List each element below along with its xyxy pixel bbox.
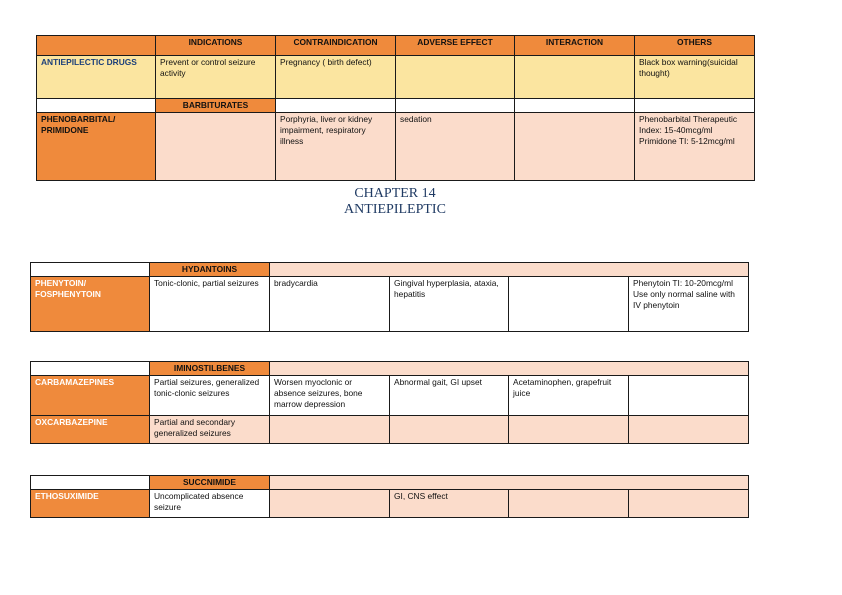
antiepileptic-indications-cell: Prevent or control seizure activity [156, 56, 276, 99]
carbamazepine-interaction-cell: Acetaminophen, grapefruit juice [509, 376, 629, 416]
phenytoin-indications-cell: Tonic-clonic, partial seizures [150, 277, 270, 332]
ethosuximide-interaction-cell [509, 490, 629, 518]
antiepileptic-others-cell: Black box warning(suicidal thought) [635, 56, 755, 99]
oxcarbazepine-interaction-cell [509, 416, 629, 444]
header-others: OTHERS [635, 36, 755, 56]
antiepileptic-drugs-row [37, 56, 755, 99]
phenobarbital-contraindication-cell: Porphyria, liver or kidney impairment, respiratory illness [276, 113, 396, 181]
iminostilbenes-section-row [31, 362, 749, 376]
section-fill-cell [270, 476, 749, 490]
oxcarbazepine-adverse-cell [390, 416, 509, 444]
iminostilbenes-section-label: IMINOSTILBENES [150, 362, 270, 376]
succinimide-section-label: SUCCNIMIDE [150, 476, 270, 490]
phenytoin-label: PHENYTOIN/ FOSPHENYTOIN [31, 277, 150, 332]
section-spacer-cell [37, 99, 156, 113]
hydantoins-section-row [31, 263, 749, 277]
antiepileptic-interaction-cell [515, 56, 635, 99]
antiepileptic-overview-table [36, 35, 755, 181]
phenytoin-contraindication-cell: bradycardia [270, 277, 390, 332]
ethosuximide-indications-cell: Uncomplicated absence seizure [150, 490, 270, 518]
carbamazepine-others-cell [629, 376, 749, 416]
oxcarbazepine-indications-cell: Partial and secondary generalized seizures [150, 416, 270, 444]
chapter-number: CHAPTER 14 [354, 186, 436, 201]
ethosuximide-adverse-cell: GI, CNS effect [390, 490, 509, 518]
carbamazepine-adverse-cell: Abnormal gait, GI upset [390, 376, 509, 416]
chapter-name: ANTIEPILEPTIC [344, 202, 446, 217]
phenobarbital-row [37, 113, 755, 181]
oxcarbazepine-row [31, 416, 749, 444]
header-interaction: INTERACTION [515, 36, 635, 56]
hydantoins-section-label: HYDANTOINS [150, 263, 270, 277]
hydantoins-table [30, 262, 749, 332]
phenobarbital-adverse-cell: sedation [396, 113, 515, 181]
section-fill-cell [270, 362, 749, 376]
carbamazepine-contraindication-cell: Worsen myoclonic or absence seizures, bone marrow depression [270, 376, 390, 416]
phenobarbital-indications-cell [156, 113, 276, 181]
section-spacer-cell [31, 263, 150, 277]
antiepileptic-adverse-cell [396, 56, 515, 99]
section-spacer-cell [31, 476, 150, 490]
primidone-ti-text: Primidone TI: 5-12mcg/ml [639, 136, 735, 146]
header-row [37, 36, 755, 56]
carbamazepine-row [31, 376, 749, 416]
carbamazepine-label: CARBAMAZEPINES [31, 376, 150, 416]
ethosuximide-row [31, 490, 749, 518]
phenobarbital-label: PHENOBARBITAL/ PRIMIDONE [37, 113, 156, 181]
chapter-title [300, 186, 490, 218]
header-adverse-effect: ADVERSE EFFECT [396, 36, 515, 56]
barbiturates-section-label: BARBITURATES [156, 99, 276, 113]
header-indications: INDICATIONS [156, 36, 276, 56]
section-empty-cell [396, 99, 515, 113]
ethosuximide-label: ETHOSUXIMIDE [31, 490, 150, 518]
phenobarbital-others-cell [635, 113, 755, 181]
phenytoin-row [31, 277, 749, 332]
ethosuximide-contraindication-cell [270, 490, 390, 518]
ethosuximide-others-cell [629, 490, 749, 518]
succinimide-section-row [31, 476, 749, 490]
header-corner-cell [37, 36, 156, 56]
section-empty-cell [276, 99, 396, 113]
phenytoin-adverse-cell: Gingival hyperplasia, ataxia, hepatitis [390, 277, 509, 332]
antiepileptic-contraindication-cell: Pregnancy ( birth defect) [276, 56, 396, 99]
iminostilbenes-table [30, 361, 749, 444]
oxcarbazepine-contraindication-cell [270, 416, 390, 444]
phenobarbital-ti-text: Phenobarbital Therapeutic Index: 15-40mcg/ml [639, 114, 738, 135]
section-fill-cell [270, 263, 749, 277]
succinimide-table [30, 475, 749, 518]
phenobarbital-interaction-cell [515, 113, 635, 181]
antiepileptic-drugs-label: ANTIEPILECTIC DRUGS [37, 56, 156, 99]
section-spacer-cell [31, 362, 150, 376]
phenytoin-others-cell: Phenytoin TI: 10-20mcg/ml Use only normal saline with IV phenytoin [629, 277, 749, 332]
barbiturates-section-row [37, 99, 755, 113]
section-empty-cell [635, 99, 755, 113]
oxcarbazepine-label: OXCARBAZEPINE [31, 416, 150, 444]
section-empty-cell [515, 99, 635, 113]
carbamazepine-indications-cell: Partial seizures, generalized tonic-clonic seizures [150, 376, 270, 416]
phenytoin-interaction-cell [509, 277, 629, 332]
oxcarbazepine-others-cell [629, 416, 749, 444]
header-contraindication: CONTRAINDICATION [276, 36, 396, 56]
